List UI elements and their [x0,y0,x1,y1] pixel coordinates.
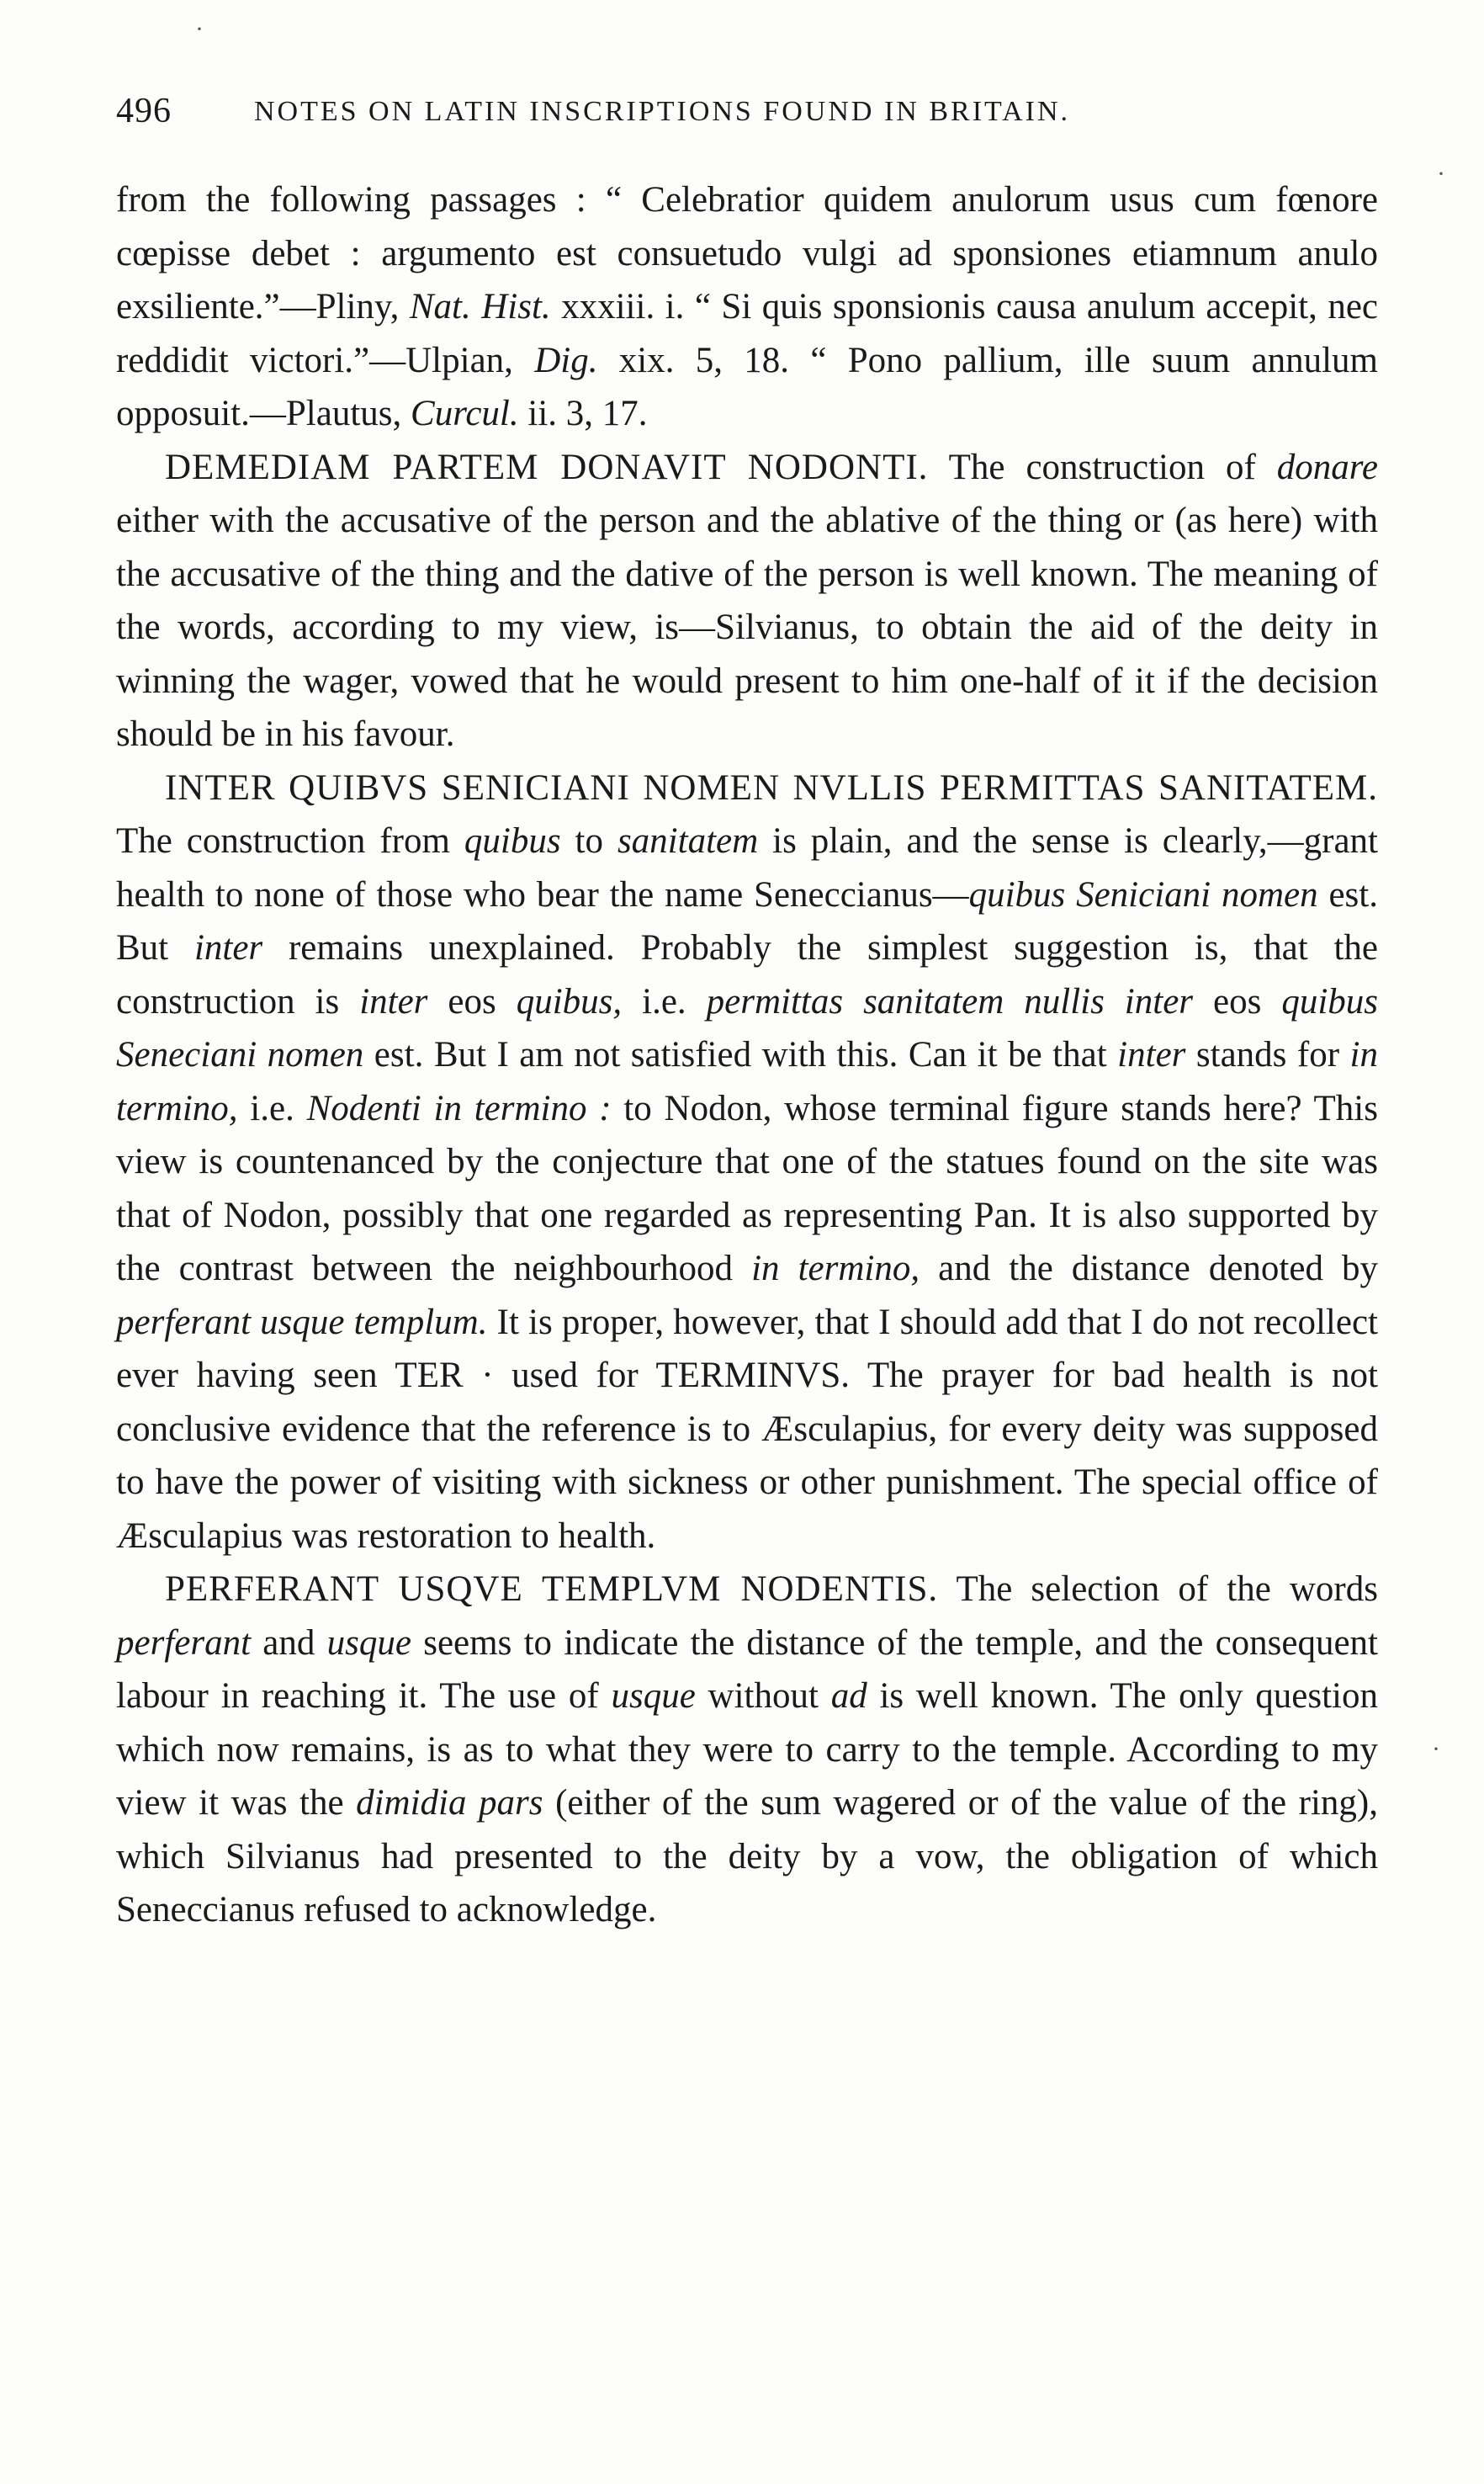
running-title: NOTES ON LATIN INSCRIPTIONS FOUND IN BRITAIN. [254,96,1070,127]
scan-speck: · [1432,1735,1440,1763]
lemma: DEMEDIAM PARTEM DONAVIT NODONTI. [165,447,929,487]
paragraph-inter-quibus: INTER QUIBVS SENICIANI NOMEN NVLLIS PERMITTAS SANITATEM. The construction from quibus to sanitatem is plain, and the sense is clearly,—grant health to none of those who bear the name Seneccianus—quibus Seniciani nomen est. But inter remains unexplained. Probably the simplest suggestion is, that the construction is inter eos quibus, i.e. permittas sanitatem nullis inter eos quibus Seneciani nomen est. But I am not satisfied with this. Can it be that inter stands for in termino, i.e. Nodenti in termino : to Nodon, whose terminal figure stands here? This view is countenanced by the conjecture that one of the statues found on the site was that of Nodon, possibly that one regarded as representing Pan. It is also supported by the contrast between the neighbourhood in termino, and the distance denoted by perferant usque templum. It is proper, however, that I should add that I do not recollect ever having seen TER · used for TERMINVS. The prayer for bad health is not conclusive evidence that the reference is to Æsculapius, for every deity was supposed to have the power of visiting with sickness or other punishment. The special office of Æsculapius was restoration to health. [116,767,1379,1556]
lemma: INTER QUIBVS SENICIANI NOMEN NVLLIS PERMITTAS SANITATEM. [165,767,1378,808]
paragraph-perferant: PERFERANT USQVE TEMPLVM NODENTIS. The selection of the words perferant and usque seems to indicate the distance of the temple, and the consequent labour in reaching it. The use of usque without ad is well known. The only question which now remains, is as to what they were to carry to the temple. According to my view it was the dimidia pars (either of the sum wagered or of the value of the ring), which Silvianus had presented to the deity by a vow, the obligation of which Seneccianus refused to acknowledge. [116,1569,1378,1929]
page-number: 496 [116,92,172,130]
paragraph-citations: from the following passages : “ Celebratior quidem anulorum usus cum fœnore cœpisse debet : argumento est consuetudo vulgi ad sponsiones etiamnum anulo exsiliente.”—Pliny, Nat. Hist. xxxiii. i. “ Si quis sponsionis causa anulum accepit, nec reddidit victori.”—Ulpian, Dig. xix. 5, 18. “ Pono pallium, ille suum annulum opposuit.—Plautus, Curcul. ii. 3, 17. [116,180,1379,433]
scan-speck: · [1437,160,1445,188]
page-header [116,91,1378,141]
body-text [116,173,1378,1937]
paragraph-demediam: DEMEDIAM PARTEM DONAVIT NODONTI. The construction of donare either with the accusative of the person and the ablative of the thing or (as here) with the accusative of the thing and the dative of the person is well known. The meaning of the words, according to my view, is—Silvianus, to obtain the aid of the deity in winning the wager, vowed that he would present to him one-half of it if the decision should be in his favour. [116,447,1378,754]
lemma: PERFERANT USQVE TEMPLVM NODENTIS. [165,1569,939,1609]
scan-speck: · [195,15,204,43]
